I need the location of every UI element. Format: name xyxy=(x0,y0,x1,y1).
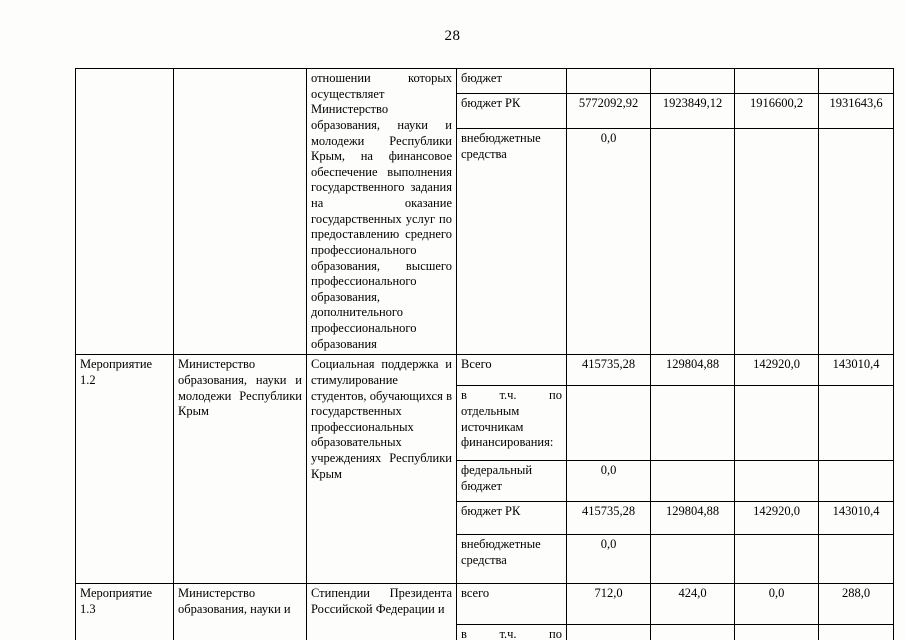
value-cell xyxy=(735,535,819,584)
value-cell: 0,0 xyxy=(567,535,651,584)
value-cell: 129804,88 xyxy=(651,502,735,535)
value-cell xyxy=(651,386,735,461)
value-cell: 129804,88 xyxy=(651,355,735,386)
measure-cell: Мероприятие 1.2 xyxy=(76,355,174,584)
value-cell: 712,0 xyxy=(567,584,651,625)
value-cell xyxy=(735,69,819,94)
funding-source-cell: внебюджетные средства xyxy=(457,129,567,355)
value-cell xyxy=(567,625,651,640)
value-cell xyxy=(819,129,894,355)
description-cell: отношении которых осуществляет Министерство образования, науки и молодежи Республики Крым, на финансовое обеспечение выполнения государственного задания на оказание государственных услуг по предоставлению среднего профессионального образования, высшего профессионального образования, дополнительного профессионального образования xyxy=(307,69,457,355)
value-cell xyxy=(651,625,735,640)
value-cell xyxy=(819,625,894,640)
executor-cell: Министерство образования, науки и xyxy=(174,584,307,640)
value-cell: 0,0 xyxy=(567,129,651,355)
table-row xyxy=(76,69,894,94)
value-cell xyxy=(651,129,735,355)
funding-source-cell: внебюджетные средства xyxy=(457,535,567,584)
value-cell xyxy=(735,386,819,461)
value-cell xyxy=(735,461,819,502)
executor-cell xyxy=(174,69,307,355)
value-cell xyxy=(651,69,735,94)
executor-cell: Министерство образования, науки и молодежи Республики Крым xyxy=(174,355,307,584)
value-cell xyxy=(819,69,894,94)
value-cell: 0,0 xyxy=(735,584,819,625)
description-cell: Стипендии Президента Российской Федерации и xyxy=(307,584,457,640)
funding-source-cell: бюджет РК xyxy=(457,502,567,535)
value-cell xyxy=(735,129,819,355)
value-cell: 0,0 xyxy=(567,461,651,502)
value-cell xyxy=(819,461,894,502)
funding-source-cell: в т.ч. по отдельным источникам финансирования: xyxy=(457,386,567,461)
value-cell: 1923849,12 xyxy=(651,94,735,129)
funding-source-cell: бюджет РК xyxy=(457,94,567,129)
value-cell xyxy=(819,386,894,461)
value-cell: 415735,28 xyxy=(567,502,651,535)
funding-source-cell: Всего xyxy=(457,355,567,386)
value-cell: 288,0 xyxy=(819,584,894,625)
value-cell: 5772092,92 xyxy=(567,94,651,129)
value-cell: 142920,0 xyxy=(735,502,819,535)
table-row xyxy=(76,355,894,386)
value-cell: 142920,0 xyxy=(735,355,819,386)
measure-cell xyxy=(76,69,174,355)
budget-table xyxy=(75,68,894,640)
value-cell xyxy=(651,461,735,502)
table-row xyxy=(76,584,894,625)
value-cell: 424,0 xyxy=(651,584,735,625)
page-number: 28 xyxy=(444,28,461,44)
value-cell: 1916600,2 xyxy=(735,94,819,129)
value-cell xyxy=(651,535,735,584)
funding-source-cell: в т.ч. по xyxy=(457,625,567,640)
value-cell: 143010,4 xyxy=(819,502,894,535)
value-cell: 415735,28 xyxy=(567,355,651,386)
description-cell: Социальная поддержка и стимулирование студентов, обучающихся в государственных профессиональных образовательных учреждениях Республики Крым xyxy=(307,355,457,584)
value-cell: 143010,4 xyxy=(819,355,894,386)
value-cell xyxy=(567,386,651,461)
value-cell: 1931643,6 xyxy=(819,94,894,129)
funding-source-cell: федеральный бюджет xyxy=(457,461,567,502)
funding-source-cell: бюджет xyxy=(457,69,567,94)
value-cell xyxy=(819,535,894,584)
value-cell xyxy=(735,625,819,640)
measure-cell: Мероприятие 1.3 xyxy=(76,584,174,640)
value-cell xyxy=(567,69,651,94)
funding-source-cell: всего xyxy=(457,584,567,625)
